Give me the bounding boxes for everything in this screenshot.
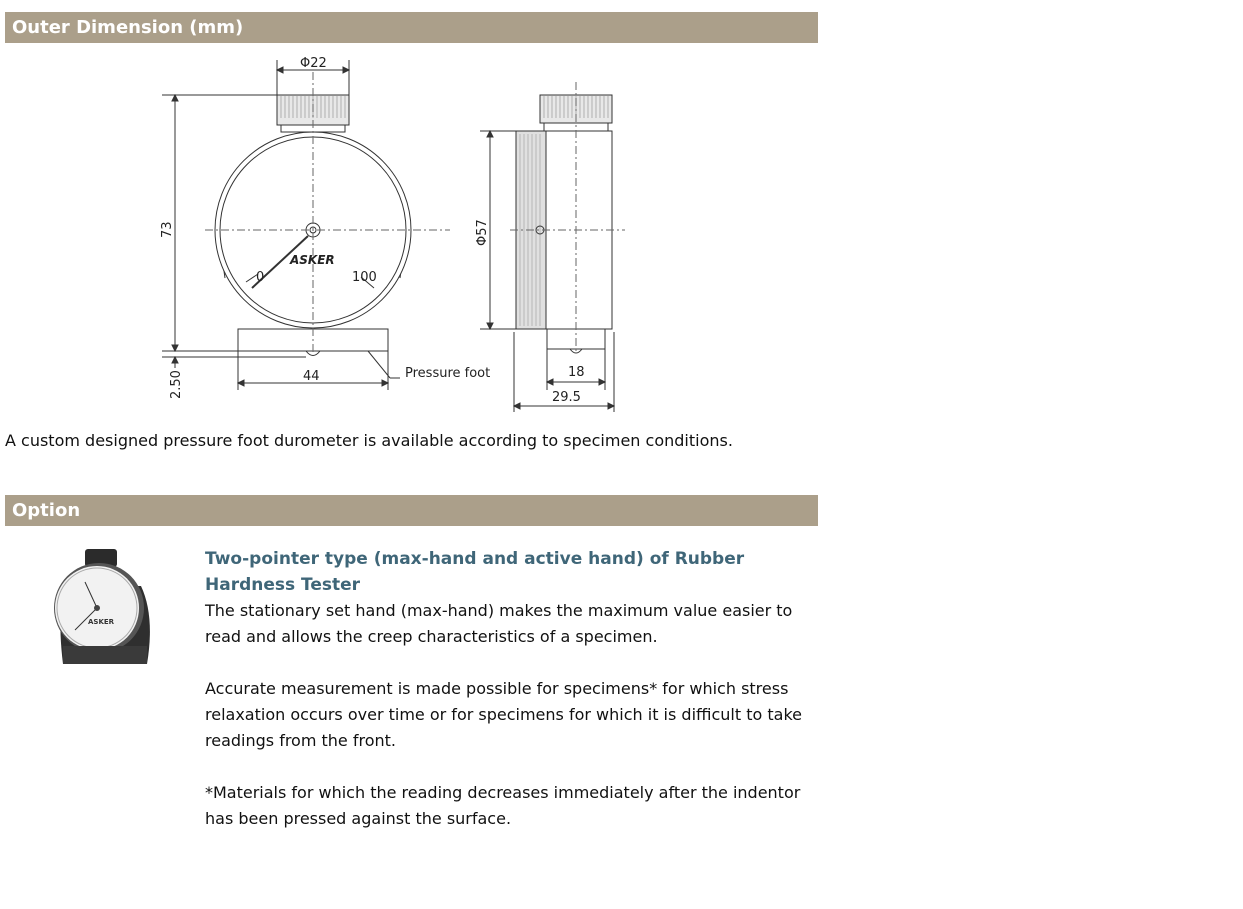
dim-phi22-label: Φ22	[300, 56, 327, 71]
dim-foot-height-label: 2.50	[169, 370, 184, 399]
custom-pressure-foot-note: A custom designed pressure foot durometer is available according to specimen conditions.	[5, 431, 733, 450]
option-title: Two-pointer type (max-hand and active hand) of Rubber Hardness Tester	[205, 549, 745, 595]
scale-max-label: 100	[352, 270, 377, 285]
dim-base-width-label: 44	[303, 369, 320, 384]
dim-phi57-label: Φ57	[475, 219, 490, 246]
pressure-foot-callout: Pressure foot	[405, 366, 491, 381]
dim-foot-width-label: 18	[568, 365, 585, 380]
durometer-thumbnail	[45, 546, 150, 666]
option-paragraph-1: The stationary set hand (max-hand) makes the maximum value easier to read and allows the creep characteristics of a specimen.	[205, 601, 793, 646]
section-header-outer-dimension: Outer Dimension (mm)	[5, 12, 818, 43]
scale-min-label: 0	[256, 270, 265, 285]
option-description	[205, 546, 817, 832]
thumb-brand-logo: ASKER	[88, 618, 115, 626]
dimension-diagram	[150, 52, 630, 417]
dim-depth-label: 29.5	[552, 390, 581, 405]
dim-height-label: 73	[160, 221, 175, 238]
section-header-option: Option	[5, 495, 818, 526]
option-paragraph-2: Accurate measurement is made possible for specimens* for which stress relaxation occurs over time or for specimens for which it is difficult to take readings from the front.	[205, 679, 802, 750]
option-paragraph-3: *Materials for which the reading decreases immediately after the indentor has been pressed against the surface.	[205, 783, 801, 828]
brand-logo: ASKER	[290, 253, 335, 267]
